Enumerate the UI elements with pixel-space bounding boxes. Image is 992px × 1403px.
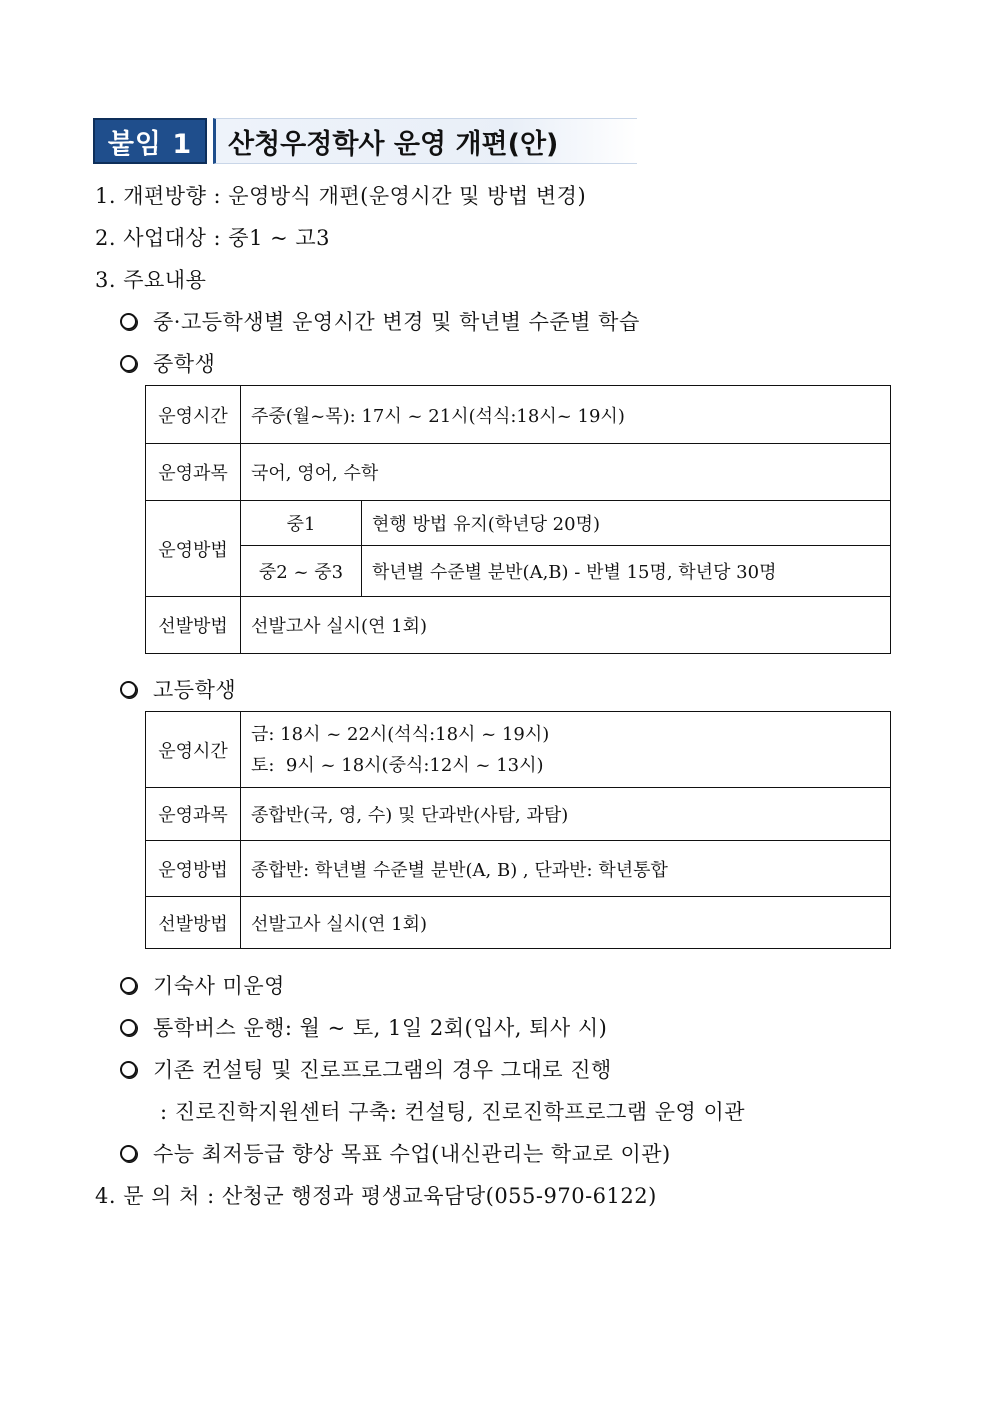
table-row (146, 386, 891, 444)
row-value: 국어, 영어, 수학 (241, 444, 891, 501)
item-main-content: 3. 주요내용 (95, 268, 207, 292)
bullet-middle-school (120, 348, 215, 378)
bullet-consulting (120, 1054, 612, 1084)
table-row (146, 712, 891, 788)
grade-cell: 중2 ~ 중3 (241, 546, 362, 597)
table-row (146, 501, 891, 546)
bullet-schedule-change (120, 306, 640, 336)
consulting-detail: : 진로진학지원센터 구축: 컨설팅, 진로진학프로그램 운영 이관 (160, 1100, 746, 1124)
bullet-dormitory (120, 970, 285, 1000)
item-target: 2. 사업대상 : 중1 ~ 고3 (95, 226, 331, 250)
high-school-table (145, 711, 891, 949)
time-line-saturday: 토: 9시 ~ 18시(중식:12시 ~ 13시) (251, 754, 544, 776)
bullet-suneung (120, 1138, 671, 1168)
row-label: 운영방법 (146, 501, 241, 597)
row-label: 운영과목 (146, 444, 241, 501)
row-value: 학년별 수준별 분반(A,B) - 반별 15명, 학년당 30명 (362, 546, 891, 597)
circle-bullet-icon (120, 1019, 137, 1036)
time-line-friday: 금: 18시 ~ 22시(석식:18시 ~ 19시) (251, 723, 550, 745)
table-row (146, 597, 891, 654)
item-contact: 4. 문 의 처 : 산청군 행정과 평생교육담당(055-970-6122) (95, 1184, 657, 1208)
bullet-high-school (120, 674, 236, 704)
row-label: 운영시간 (146, 386, 241, 444)
row-label: 운영과목 (146, 788, 241, 841)
grade-cell: 중1 (241, 501, 362, 546)
document-title: 산청우정학사 운영 개편(안) (213, 118, 637, 164)
bullet-text: 수능 최저등급 향상 목표 수업(내신관리는 학교로 이관) (153, 1142, 671, 1166)
bullet-text: 기숙사 미운영 (153, 974, 285, 998)
circle-bullet-icon (120, 681, 137, 698)
attachment-badge: 붙임 1 (93, 118, 207, 164)
row-value: 주중(월~목): 17시 ~ 21시(석식:18시~ 19시) (241, 386, 891, 444)
table-row (146, 546, 891, 597)
bullet-text: 통학버스 운행: 월 ~ 토, 1일 2회(입사, 퇴사 시) (153, 1016, 608, 1040)
middle-school-table (145, 385, 891, 654)
circle-bullet-icon (120, 1145, 137, 1162)
bullet-text: 고등학생 (153, 678, 237, 702)
title-banner (93, 118, 637, 164)
bullet-text: 중학생 (153, 352, 216, 376)
row-label: 운영방법 (146, 841, 241, 897)
item-direction: 1. 개편방향 : 운영방식 개편(운영시간 및 방법 변경) (95, 184, 587, 208)
row-value (241, 712, 891, 788)
row-value: 선발고사 실시(연 1회) (241, 897, 891, 949)
table-row (146, 444, 891, 501)
bullet-school-bus (120, 1012, 607, 1042)
row-value: 선발고사 실시(연 1회) (241, 597, 891, 654)
table-row (146, 897, 891, 949)
row-value: 종합반: 학년별 수준별 분반(A, B) , 단과반: 학년통합 (241, 841, 891, 897)
table-row (146, 841, 891, 897)
table-row (146, 788, 891, 841)
row-label: 운영시간 (146, 712, 241, 788)
bullet-text: 중·고등학생별 운영시간 변경 및 학년별 수준별 학습 (153, 310, 640, 334)
circle-bullet-icon (120, 1061, 137, 1078)
circle-bullet-icon (120, 313, 137, 330)
circle-bullet-icon (120, 355, 137, 372)
circle-bullet-icon (120, 977, 137, 994)
row-label: 선발방법 (146, 597, 241, 654)
row-value: 종합반(국, 영, 수) 및 단과반(사탐, 과탐) (241, 788, 891, 841)
bullet-text: 기존 컨설팅 및 진로프로그램의 경우 그대로 진행 (153, 1058, 612, 1082)
row-label: 선발방법 (146, 897, 241, 949)
row-value: 현행 방법 유지(학년당 20명) (362, 501, 891, 546)
